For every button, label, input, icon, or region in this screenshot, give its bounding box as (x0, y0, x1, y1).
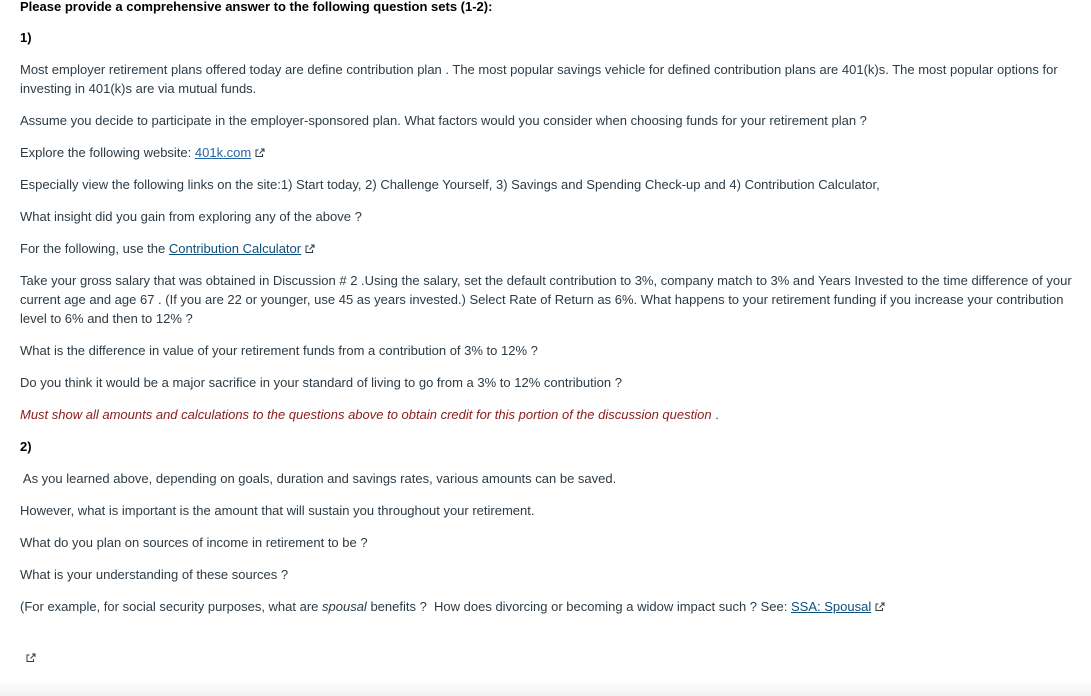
external-link-icon[interactable] (255, 148, 265, 158)
links-instructions: Especially view the following links on the site:1) Start today, 2) Challenge Yourself, 3) Savings and Spending Check-up and 4) Contribution Calculator, (20, 177, 880, 192)
explore-prefix: Explore the following website: (20, 145, 195, 160)
bottom-fade (0, 680, 1091, 696)
401k-link[interactable]: 401k.com (194, 145, 252, 160)
calculator-line (20, 239, 315, 258)
sources-question: What do you plan on sources of income in retirement to be ? (20, 535, 368, 550)
credit-warning-text: Must show all amounts and calculations to the questions above to obtain credit for this portion of the discussion question (20, 407, 712, 422)
sacrifice-question: Do you think it would be a major sacrifice in your standard of living to go from a 3% to 12% contribution ? (20, 375, 622, 390)
learned-statement: As you learned above, depending on goals, duration and savings rates, various amounts can be saved. (20, 471, 617, 486)
understanding-question: What is your understanding of these sources ? (20, 567, 289, 582)
external-link-icon[interactable] (875, 602, 885, 612)
external-link-icon[interactable] (26, 653, 36, 663)
ssa-spousal-link[interactable]: SSA: Spousal (791, 599, 872, 614)
salary-paragraph: Take your gross salary that was obtained in Discussion # 2 .Using the salary, set the default contribution to 3%, company match to 3% and Years Invested to the time difference of your current age and age 67 . (If you are 22 or younger, use 45 as years invested.) Select Rate of Return as 6%. What happens to your retirement funding if you increase your contribution level to 6% and then to 12% ? (20, 273, 1072, 326)
however-statement: However, what is important is the amount that will sustain you throughout your retirement. (20, 503, 535, 518)
calculator-prefix: For the following, use the (20, 241, 169, 256)
difference-question: What is the difference in value of your retirement funds from a contribution of 3% to 12% ? (20, 343, 538, 358)
example-middle: benefits ? How does divorcing or becoming a widow impact such ? See: (366, 599, 791, 614)
credit-warning-end: . (711, 407, 719, 422)
explore-line (20, 143, 265, 162)
section-1-number: 1) (20, 30, 32, 45)
external-link-icon[interactable] (305, 244, 315, 254)
assume-question: Assume you decide to participate in the employer-sponsored plan. What factors would you consider when choosing funds for your retirement plan ? (20, 113, 867, 128)
example-line (20, 597, 885, 616)
credit-warning (20, 405, 719, 424)
spousal-emphasis: spousal (322, 599, 367, 614)
section-2-number: 2) (20, 439, 32, 454)
insight-question: What insight did you gain from exploring any of the above ? (20, 209, 362, 224)
contribution-calculator-link[interactable]: Contribution Calculator (168, 241, 302, 256)
intro-paragraph: Most employer retirement plans offered today are define contribution plan . The most popular savings vehicle for defined contribution plans are 401(k)s. The most popular options for investing in 401(k)s are via mutual funds. (20, 62, 1058, 96)
page-heading: Please provide a comprehensive answer to the following question sets (1-2): (20, 0, 493, 14)
example-prefix: (For example, for social security purposes, what are (20, 599, 323, 614)
